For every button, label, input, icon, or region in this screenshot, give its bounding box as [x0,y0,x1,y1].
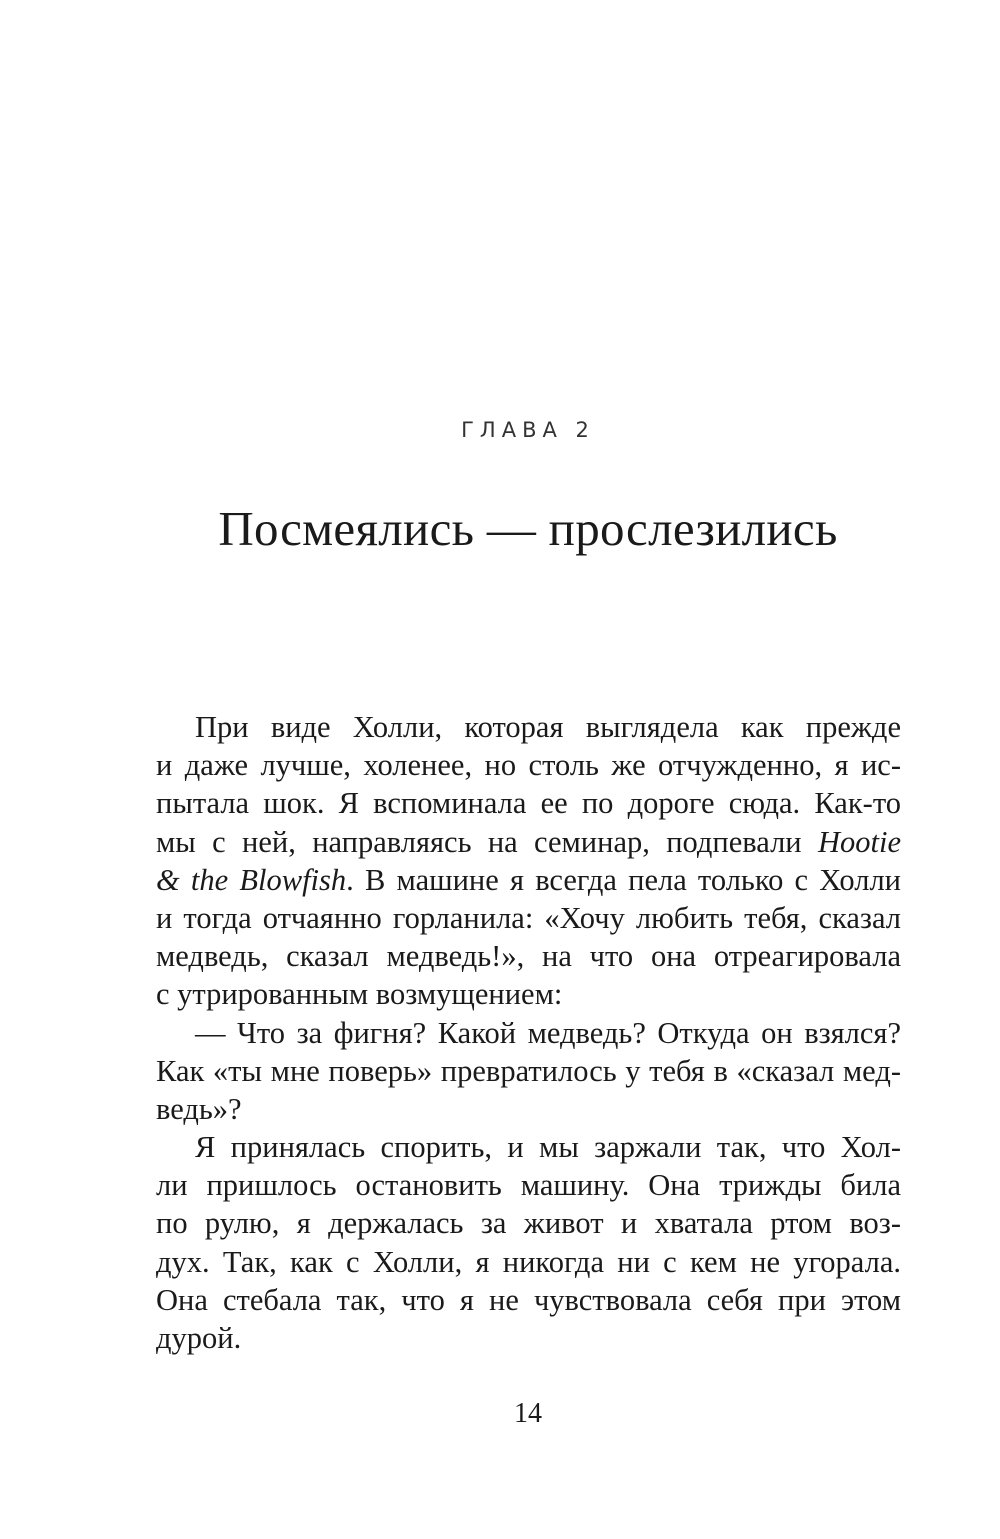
band-name-italic: Hootie [818,824,902,859]
text-line: дурой. [156,1321,242,1355]
band-name-italic: & the Blowfish [156,862,347,897]
text-line: пытала шок. Я вспоминала ее по дороге сюда. Как-то [156,786,901,821]
text-line: ли пришлось остановить машину. Она трижды била [156,1168,901,1203]
text-line: Она стебала так, что я не чувствовала себя при этом [156,1282,901,1317]
text-line: с утрированным возмущением: [156,977,563,1012]
text-line: Я принялась спорить, и мы заржали так, что Хол- [195,1130,901,1165]
text-line: ведь»? [156,1091,242,1126]
page-number: 14 [514,1398,542,1429]
chapter-title: Посмеялись — прослезились [218,501,838,556]
text-line [156,861,901,899]
text-line: Как «ты мне поверь» превратилось у тебя в «сказал мед- [156,1053,901,1088]
text-line: дух. Так, как с Холли, я никогда ни с кем не угорала. [156,1244,901,1279]
text-line: При виде Холли, которая выглядела как прежде [195,710,901,744]
text-line: медведь, сказал медведь!», на что она отреагировала [156,939,901,974]
text-line: и даже лучше, холенее, но столь же отчужденно, я ис- [156,748,901,783]
text-line [156,823,901,861]
text-line: и тогда отчаянно горланила: «Хочу любить тебя, сказал [156,900,901,935]
text-line: — Что за фигня? Какой медведь? Откуда он взялся? [195,1015,901,1050]
text-segment: . В машине я всегда пела только с Холли [346,862,901,897]
text-line: по рулю, я держалась за живот и хватала ртом воз- [156,1206,901,1241]
chapter-label: ГЛАВА 2 [461,418,595,442]
body-text [156,708,901,1357]
text-segment: мы с ней, направляясь на семинар, подпевали [156,824,802,859]
